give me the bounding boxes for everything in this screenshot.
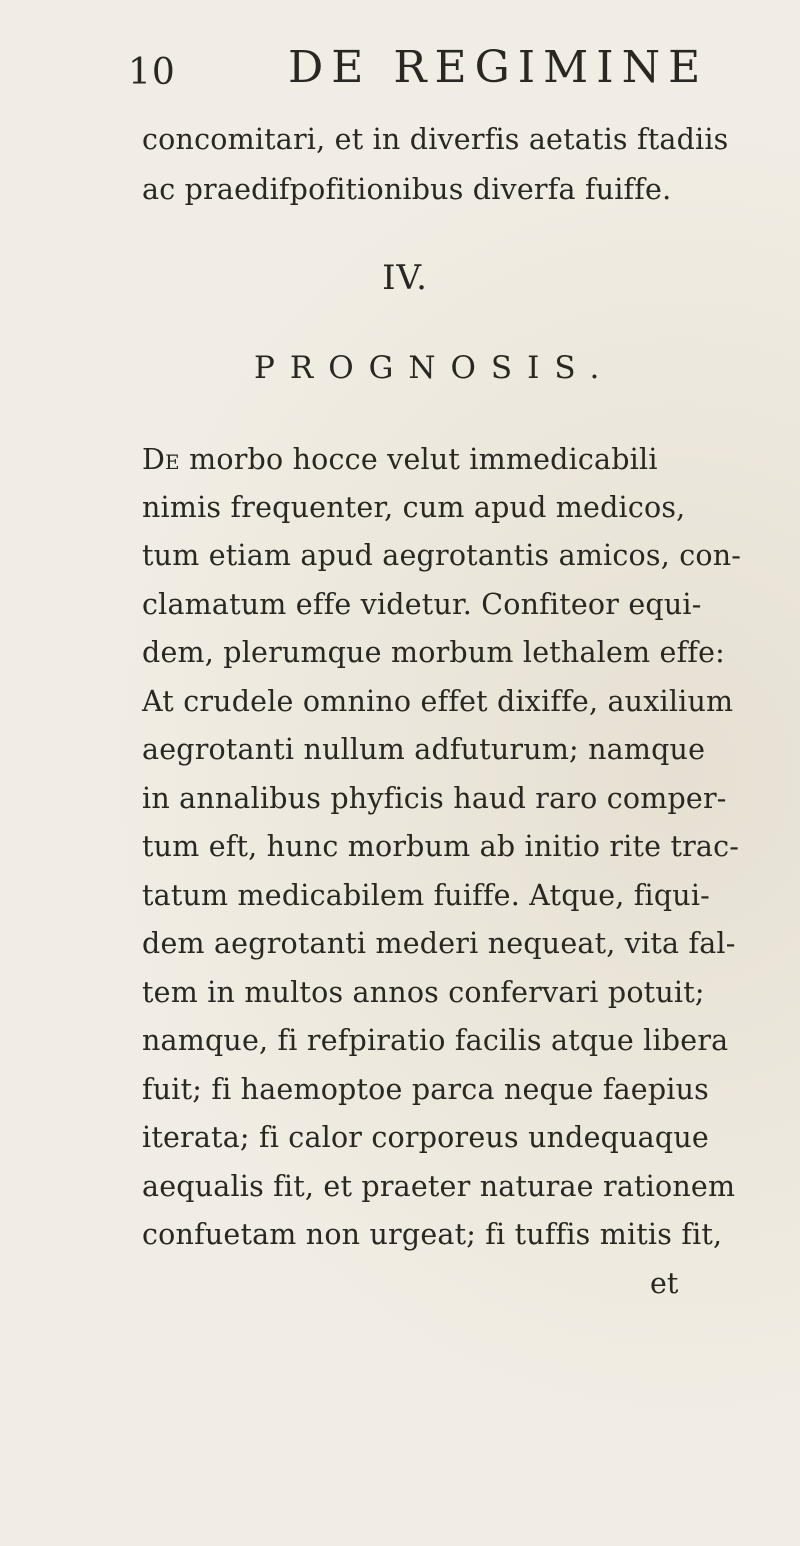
- intro-line-1: concomitari, et in diverfis aetatis ftadiis: [142, 123, 729, 156]
- paragraph-line: aegrotanti nullum adfuturum; namque: [142, 733, 706, 766]
- paragraph-line: tum etiam apud aegrotantis amicos, con-: [142, 539, 742, 572]
- running-head: [128, 42, 709, 102]
- paragraph-line: At crudele omnino effet dixiffe, auxilium: [142, 685, 734, 718]
- paragraph-line: namque, fi refpiratio facilis atque libera: [142, 1024, 729, 1057]
- paragraph-line: aequalis fit, et praeter naturae rationem: [142, 1170, 736, 1203]
- section-number: IV.: [382, 258, 428, 298]
- paragraph-line: fuit; fi haemoptoe parca neque faepius: [142, 1073, 709, 1106]
- paragraph-first-line: [142, 440, 694, 480]
- paragraph-line: confuetam non urgeat; fi tuffis mitis fit,: [142, 1218, 723, 1251]
- paragraph-line: tatum medicabilem fuiffe. Atque, fiqui-: [142, 879, 710, 912]
- intro-line-2: ac praedifpofitionibus diverfa fuiffe.: [142, 173, 672, 206]
- paragraph-line: nimis frequenter, cum apud medicos,: [142, 491, 686, 524]
- paragraph-lead-word: De: [142, 443, 180, 476]
- page-number: 10: [128, 52, 176, 93]
- paragraph-line: clamatum effe videtur. Confiteor equi-: [142, 588, 702, 621]
- paragraph-line: tum eft, hunc morbum ab initio rite trac-: [142, 830, 740, 863]
- paragraph-line: in annalibus phyficis haud raro comper-: [142, 782, 727, 815]
- paragraph-line: dem, plerumque morbum lethalem effe:: [142, 636, 725, 669]
- catchword: et: [650, 1267, 679, 1300]
- paragraph-line: tem in multos annos confervari potuit;: [142, 976, 705, 1009]
- paragraph-line: iterata; fi calor corporeus undequaque: [142, 1121, 709, 1154]
- running-title: DE REGIMINE: [288, 42, 709, 93]
- paragraph-line: dem aegrotanti mederi nequeat, vita fal-: [142, 927, 736, 960]
- section-title: PROGNOSIS.: [254, 350, 615, 386]
- paragraph-first-line-rest: morbo hocce velut immedicabili: [179, 443, 658, 476]
